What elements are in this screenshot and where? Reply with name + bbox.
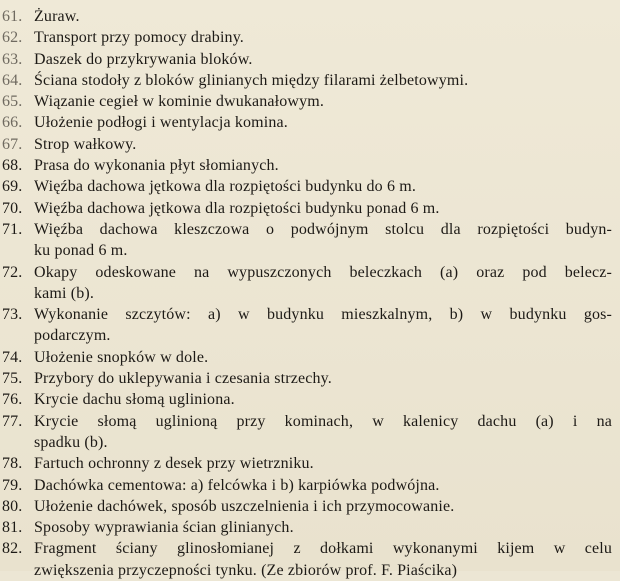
caption-line: Ułożenie podłogi i wentylacja komina. xyxy=(34,114,288,132)
item-caption xyxy=(34,198,620,219)
item-number: 80. xyxy=(2,497,23,515)
caption-line: Ułożenie dachówek, sposób uszczelnienia i ich przymocowanie. xyxy=(34,497,455,515)
item-number: 62. xyxy=(2,29,23,47)
item-number: 67. xyxy=(2,135,23,153)
caption-line: Ściana stodoły z bloków glinianych między filarami żelbetowymi. xyxy=(34,71,469,89)
caption-line: Okapy odeskowane na wypuszczonych beleczkach (a) oraz pod belecz- xyxy=(34,263,612,281)
item-number: 65. xyxy=(2,93,23,111)
item-number: 76. xyxy=(2,391,23,409)
list-item xyxy=(0,155,620,176)
item-caption xyxy=(34,496,620,517)
item-number: 64. xyxy=(2,71,23,89)
caption-line: Daszek do przykrywania bloków. xyxy=(34,50,253,68)
caption-line: Ułożenie snopków w dole. xyxy=(34,348,209,366)
item-number: 66. xyxy=(2,114,23,132)
caption-line: Strop wałkowy. xyxy=(34,135,137,153)
item-caption xyxy=(34,134,620,155)
caption-line: kami (b). xyxy=(34,284,94,302)
item-number: 72. xyxy=(2,263,23,281)
item-caption xyxy=(34,70,620,91)
list-item xyxy=(0,304,620,347)
caption-line: Więźba dachowa kleszczowa o podwójnym stolcu dla rozpiętości budyn- xyxy=(34,220,612,238)
item-caption xyxy=(34,27,620,48)
caption-line: Prasa do wykonania płyt słomianych. xyxy=(34,157,279,175)
caption-line: Transport przy pomocy drabiny. xyxy=(34,29,244,47)
list-item xyxy=(0,496,620,517)
caption-line: Fragment ściany glinosłomianej z dołkami wykonanymi kijem w celu xyxy=(34,540,612,558)
list-item xyxy=(0,517,620,538)
item-number: 73. xyxy=(2,306,23,324)
item-caption xyxy=(34,6,620,27)
item-caption xyxy=(34,219,620,262)
caption-line: Więźba dachowa jętkowa dla rozpiętości budynku ponad 6 m. xyxy=(34,199,440,217)
item-caption xyxy=(34,389,620,410)
list-item xyxy=(0,453,620,474)
item-caption xyxy=(34,176,620,197)
item-number: 61. xyxy=(2,8,23,25)
item-caption xyxy=(34,517,620,538)
list-item xyxy=(0,6,620,27)
item-number: 82. xyxy=(2,540,23,558)
caption-line: Wiązanie cegieł w kominie dwukanałowym. xyxy=(34,93,324,111)
list-item xyxy=(0,475,620,496)
item-caption xyxy=(34,347,620,368)
item-number: 63. xyxy=(2,50,23,68)
caption-line: Wykonanie szczytów: a) w budynku mieszkalnym, b) w budynku gos- xyxy=(34,306,612,324)
list-item xyxy=(0,411,620,454)
list-item xyxy=(0,368,620,389)
caption-line: zwiększenia przyczepności tynku. (Ze zbiorów prof. F. Piaścika) xyxy=(34,561,458,579)
list-item xyxy=(0,112,620,133)
item-number: 68. xyxy=(2,157,23,175)
list-item xyxy=(0,91,620,112)
caption-line: Żuraw. xyxy=(34,8,80,25)
caption-line: Więźba dachowa jętkowa dla rozpiętości budynku do 6 m. xyxy=(34,178,417,196)
caption-line: Przybory do uklepywania i czesania strzechy. xyxy=(34,370,332,388)
item-number: 79. xyxy=(2,476,23,494)
item-caption xyxy=(34,538,620,581)
item-caption xyxy=(34,304,620,347)
caption-line: spadku (b). xyxy=(34,433,108,451)
list-item xyxy=(0,198,620,219)
item-caption xyxy=(34,49,620,70)
list-item xyxy=(0,389,620,410)
item-caption xyxy=(34,453,620,474)
caption-line: Sposoby wyprawiania ścian glinianych. xyxy=(34,519,294,537)
caption-line: podarczym. xyxy=(34,327,111,345)
item-caption xyxy=(34,475,620,496)
item-number: 74. xyxy=(2,348,23,366)
item-number: 77. xyxy=(2,412,23,430)
item-number: 71. xyxy=(2,220,23,238)
item-caption xyxy=(34,368,620,389)
caption-line: Dachówka cementowa: a) felcówka i b) karpiówka podwójna. xyxy=(34,476,440,494)
item-caption xyxy=(34,155,620,176)
item-number: 78. xyxy=(2,455,23,473)
list-item xyxy=(0,49,620,70)
list-item xyxy=(0,262,620,305)
item-caption xyxy=(34,262,620,305)
item-number: 75. xyxy=(2,370,23,388)
list-item xyxy=(0,219,620,262)
list-item xyxy=(0,70,620,91)
list-item xyxy=(0,134,620,155)
list-item xyxy=(0,27,620,48)
item-caption xyxy=(34,411,620,454)
item-number: 70. xyxy=(2,199,23,217)
figure-caption-list xyxy=(0,6,620,581)
list-item xyxy=(0,347,620,368)
item-number: 81. xyxy=(2,519,23,537)
list-item xyxy=(0,176,620,197)
caption-line: Krycie dachu słomą ugliniona. xyxy=(34,391,235,409)
item-caption xyxy=(34,91,620,112)
item-caption xyxy=(34,112,620,133)
caption-line: Krycie słomą uglinioną przy kominach, w kalenicy dachu (a) i na xyxy=(34,412,612,430)
list-item xyxy=(0,538,620,581)
item-number: 69. xyxy=(2,178,23,196)
caption-line: Fartuch ochronny z desek przy wietrzniku. xyxy=(34,455,314,473)
caption-line: ku ponad 6 m. xyxy=(34,242,128,260)
